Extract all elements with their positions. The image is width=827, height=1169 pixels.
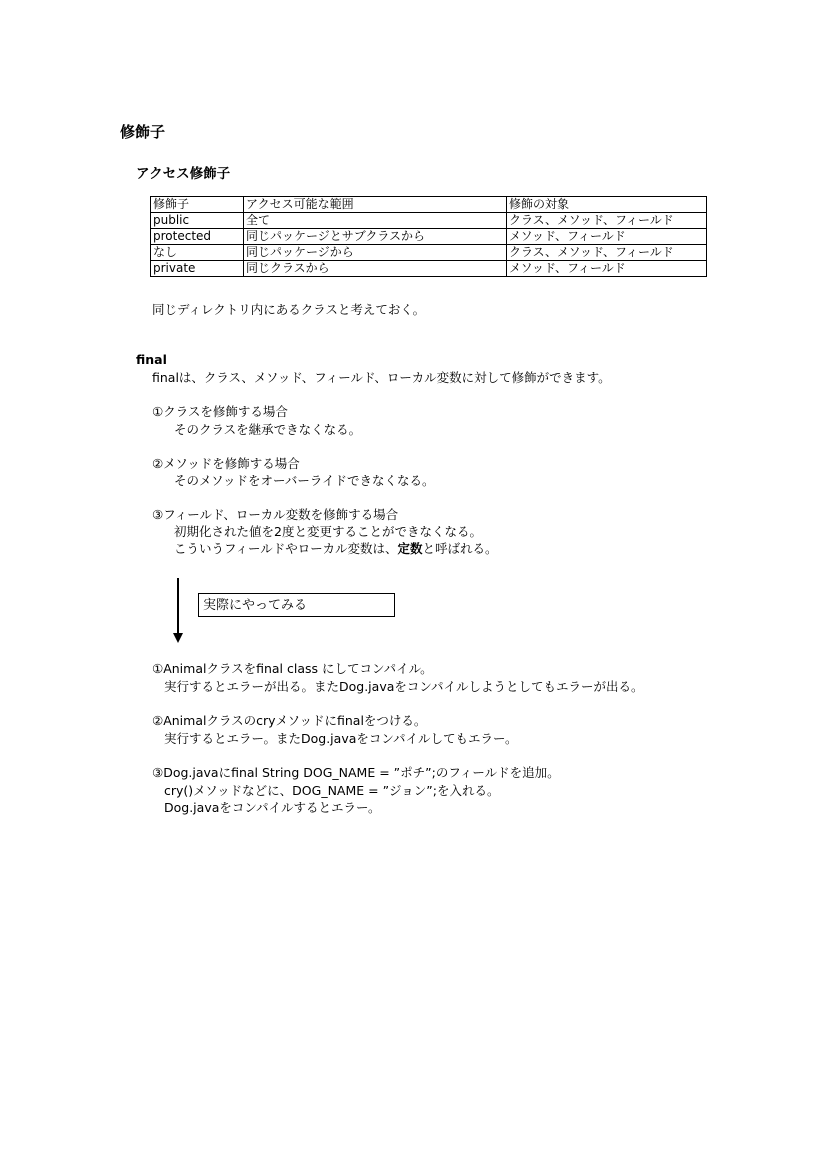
- flow-arrow-line: [177, 578, 179, 634]
- table-header-cell: アクセス可能な範囲: [244, 197, 507, 213]
- table-row: [151, 229, 707, 245]
- table-cell: クラス、メソッド、フィールド: [507, 245, 707, 261]
- final-item-title: ③フィールド、ローカル変数を修飾する場合: [152, 507, 399, 522]
- constant-definition: [174, 540, 498, 557]
- practice-step-title: ②Animalクラスのcryメソッドにfinalをつける。: [152, 713, 427, 728]
- practice-step-line: Dog.javaをコンパイルするとエラー。: [164, 800, 381, 815]
- table-cell: 全て: [244, 213, 507, 229]
- table-cell: メソッド、フィールド: [507, 229, 707, 245]
- practice-step-line: 実行するとエラーが出る。またDog.javaをコンパイルしようとしてもエラーが出る。: [164, 679, 644, 694]
- final-item-desc: 初期化された値を2度と変更することができなくなる。: [174, 524, 482, 539]
- table-cell: 同じパッケージとサブクラスから: [244, 229, 507, 245]
- table-cell: protected: [151, 229, 244, 245]
- practice-step-line: 実行するとエラー。またDog.javaをコンパイルしてもエラー。: [164, 731, 518, 746]
- table-header-cell: 修飾の対象: [507, 197, 707, 213]
- practice-step-title: ①Animalクラスをfinal class にしてコンパイル。: [152, 661, 433, 676]
- try-it-box: 実際にやってみる: [198, 593, 395, 617]
- table-row: [151, 213, 707, 229]
- table-cell: 同じクラスから: [244, 261, 507, 277]
- page-title: 修飾子: [120, 123, 166, 141]
- table-cell: なし: [151, 245, 244, 261]
- access-modifier-heading: アクセス修飾子: [136, 166, 231, 182]
- access-note: 同じディレクトリ内にあるクラスと考えておく。: [152, 302, 426, 317]
- table-cell: public: [151, 213, 244, 229]
- final-item-title: ②メソッドを修飾する場合: [152, 456, 300, 471]
- access-modifier-table: [150, 196, 707, 277]
- table-header-row: [151, 197, 707, 213]
- table-cell: 同じパッケージから: [244, 245, 507, 261]
- final-item-desc: そのクラスを継承できなくなる。: [174, 422, 362, 437]
- constant-definition-post: と呼ばれる。: [422, 541, 498, 556]
- table-row: [151, 261, 707, 277]
- constant-definition-pre: こういうフィールドやローカル変数は、: [174, 541, 398, 556]
- table-cell: メソッド、フィールド: [507, 261, 707, 277]
- table-cell: クラス、メソッド、フィールド: [507, 213, 707, 229]
- final-item-desc: そのメソッドをオーバーライドできなくなる。: [174, 473, 435, 488]
- final-intro: finalは、クラス、メソッド、フィールド、ローカル変数に対して修飾ができます。: [152, 370, 611, 385]
- practice-step-line: cry()メソッドなどに、DOG_NAME = ”ジョン”;を入れる。: [164, 783, 500, 798]
- final-item-title: ①クラスを修飾する場合: [152, 404, 288, 419]
- table-row: [151, 245, 707, 261]
- table-cell: private: [151, 261, 244, 277]
- flow-arrow-head: [173, 633, 183, 643]
- table-header-cell: 修飾子: [151, 197, 244, 213]
- practice-step-title: ③Dog.javaにfinal String DOG_NAME = ”ポチ”;のフィールドを追加。: [152, 765, 560, 780]
- constant-term: 定数: [397, 541, 423, 556]
- final-heading: final: [136, 352, 167, 367]
